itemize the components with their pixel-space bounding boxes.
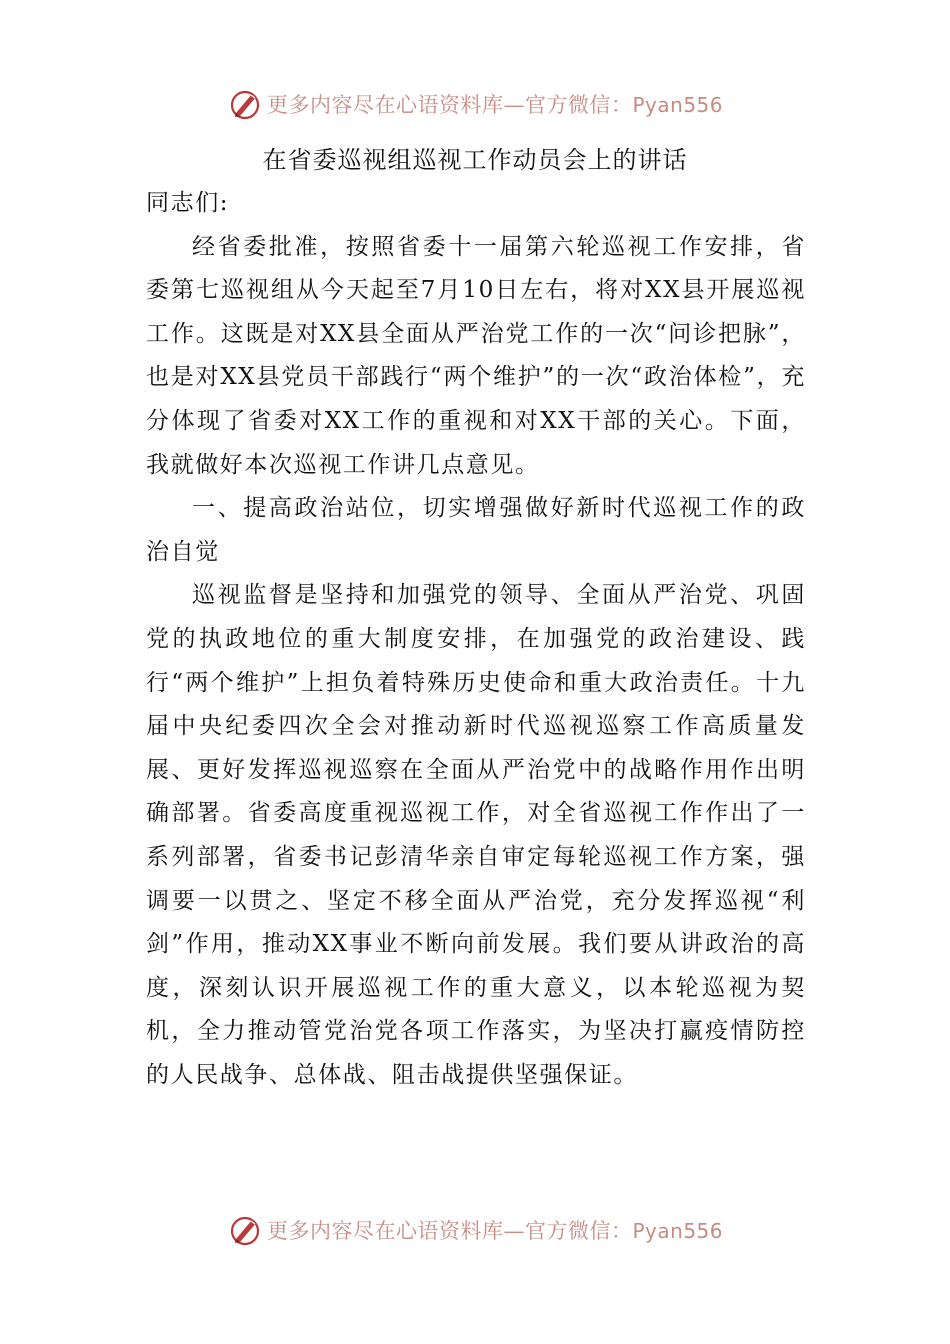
salutation: 同志们: [146, 190, 230, 216]
body-paragraph: 巡视监督是坚持和加强党的领导、全面从严治党、巩固党的执政地位的重大制度安排，在加强党的政治建设、践行“两个维护”上担负着特殊历史使命和重大政治责任。十九届中央纪委四次全会对推动新时代巡视巡察工作高质量发展、更好发挥巡视巡察在全面从严治党中的战略作用作出明确部署。省委高度重视巡视工作，对全省巡视工作作出了一系列部署，省委书记彭清华亲自审定每轮巡视工作方案，强调要一以贯之、坚定不移全面从严治党，充分发挥巡视“利剑”作用，推动XX事业不断向前发展。我们要从讲政治的高度，深刻认识开展巡视工作的重大意义，以本轮巡视为契机，全力推动管党治党各项工作落实，为坚决打赢疫情防控的人民战争、总体战、阻击战提供坚强保证。 [146, 582, 806, 1088]
watermark-banner-top [0, 84, 950, 124]
body-paragraph: 经省委批准，按照省委十一届第六轮巡视工作安排，省委第七巡视组从今天起至7月10日左右，将对XX县开展巡视工作。这既是对XX县全面从严治党工作的一次“问诊把脉”，也是对XX县党员干部践行“两个维护”的一次“政治体检”，充分体现了省委对XX工作的重视和对XX干部的关心。下面，我就做好本次巡视工作讲几点意见。 [146, 233, 806, 478]
watermark-text: 更多内容尽在心语资料库—官方微信： [266, 1219, 633, 1243]
watermark-banner-bottom [0, 1210, 950, 1250]
pen-logo-icon [227, 1212, 263, 1248]
document-title: 在省委巡视组巡视工作动员会上的讲话 [262, 146, 688, 174]
watermark-account: Pyan556 [632, 93, 723, 117]
document-body [146, 182, 806, 1097]
section-heading: 一、提高政治站位，切实增强做好新时代巡视工作的政治自觉 [146, 495, 806, 565]
pen-logo-icon [227, 86, 263, 122]
watermark-text: 更多内容尽在心语资料库—官方微信： [266, 93, 633, 117]
watermark-account: Pyan556 [632, 1219, 723, 1243]
